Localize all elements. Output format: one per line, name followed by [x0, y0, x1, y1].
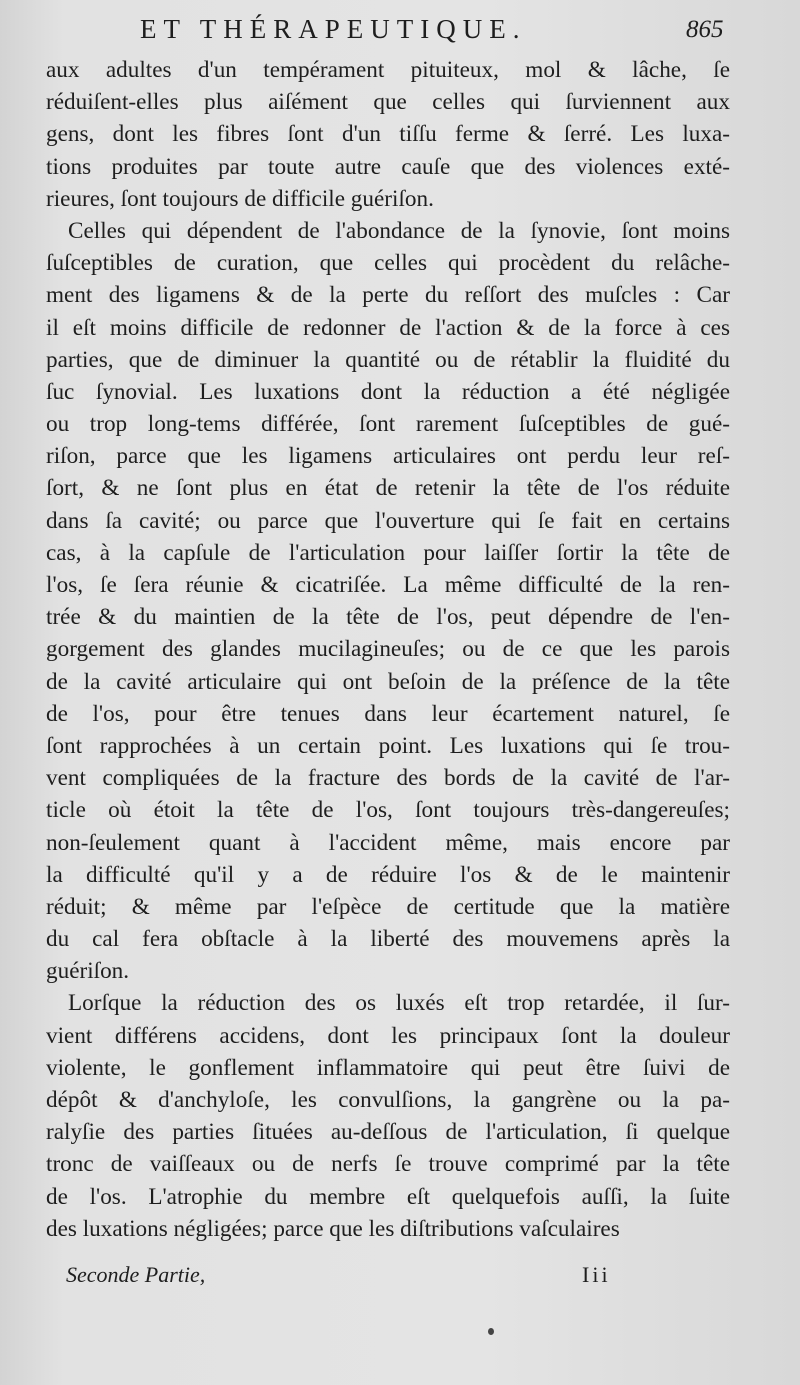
paragraph: [46, 215, 730, 988]
paragraph: [46, 54, 730, 215]
text-line: ſuſceptibles de curation, que celles qui procèdent du relâche-: [46, 250, 730, 277]
text-line: réduiſent-elles plus aiſément que celles qui ſurviennent aux: [46, 89, 730, 116]
text-line: vent compliquées de la fracture des bords de la cavité de l'ar-: [46, 765, 730, 792]
text-line: gens, dont les fibres ſont d'un tiſſu ferme & ſerré. Les luxa-: [46, 121, 730, 148]
text-line: non-ſeulement quant à l'accident même, mais encore par: [46, 829, 730, 856]
text-line: ou trop long-tems différée, ſont rarement ſuſceptibles de gué-: [46, 411, 730, 438]
text-line: riſon, parce que les ligamens articulaires ont perdu leur reſ-: [46, 443, 730, 470]
text-line: rieures, ſont toujours de difficile guériſon.: [46, 185, 434, 212]
running-head: [0, 14, 800, 50]
text-line: parties, que de diminuer la quantité ou de rétablir la fluidité du: [46, 346, 730, 373]
text-line: ment des ligamens & de la perte du reſſort des muſcles : Car: [46, 282, 730, 309]
text-line: ralyſie des parties ſituées au-deſſous de l'articulation, ſi quelque: [46, 1119, 730, 1146]
text-line: de la cavité articulaire qui ont beſoin de la préſence de la tête: [46, 668, 730, 695]
page-footer: [0, 1262, 800, 1294]
text-line: gorgement des glandes mucilagineuſes; ou de ce que les parois: [46, 636, 730, 663]
text-line: violente, le gonflement inflammatoire qui peut être ſuivi de: [46, 1054, 730, 1081]
signature-label: Seconde Partie,: [66, 1262, 206, 1287]
running-title: ET THÉRAPEUTIQUE.: [140, 14, 527, 44]
text-line: de l'os, pour être tenues dans leur écartement naturel, ſe: [46, 700, 730, 727]
text-line: des luxations négligées; parce que les diſtributions vaſculaires: [46, 1215, 620, 1242]
text-line: Lorſque la réduction des os luxés eſt trop retardée, il ſur-: [68, 990, 730, 1017]
text-line: tions produites par toute autre cauſe que des violences exté-: [46, 153, 730, 180]
text-line: réduit; & même par l'eſpèce de certitude que la matière: [46, 893, 730, 920]
text-line: guériſon.: [46, 958, 130, 985]
text-line: de l'os. L'atrophie du membre eſt quelquefois auſſi, la ſuite: [46, 1183, 730, 1210]
text-line: trée & du maintien de la tête de l'os, peut dépendre de l'en-: [46, 604, 730, 631]
text-line: du cal fera obſtacle à la liberté des mouvemens après la: [46, 926, 730, 953]
text-line: la difficulté qu'il y a de réduire l'os & de le maintenir: [46, 861, 730, 888]
text-line: vient différens accidens, dont les principaux ſont la douleur: [46, 1022, 730, 1049]
signature-mark: Iii: [582, 1262, 611, 1287]
text-line: ſont rapprochées à un certain point. Les luxations qui ſe trou-: [46, 732, 730, 759]
text-line: ticle où étoit la tête de l'os, ſont toujours très-dangereuſes;: [46, 797, 730, 824]
text-line: Celles qui dépendent de l'abondance de la ſynovie, ſont moins: [68, 217, 730, 244]
text-line: ſort, & ne ſont plus en état de retenir la tête de l'os réduite: [46, 475, 730, 502]
text-line: il eſt moins difficile de redonner de l'action & de la force à ces: [46, 314, 730, 341]
text-line: ſuc ſynovial. Les luxations dont la réduction a été négligée: [46, 378, 730, 405]
text-line: l'os, ſe ſera réunie & cicatriſée. La même difficulté de la ren-: [46, 572, 730, 598]
page-number: 865: [686, 16, 724, 43]
text-line: tronc de vaiſſeaux ou de nerfs ſe trouve comprimé par la tête: [46, 1151, 730, 1178]
body-text: [46, 54, 730, 1245]
text-line: cas, à la capſule de l'articulation pour laiſſer ſortir la tête de: [46, 539, 730, 566]
ink-speck: [488, 1328, 494, 1335]
paragraph: [46, 987, 730, 1245]
text-line: aux adultes d'un tempérament pituiteux, mol & lâche, ſe: [46, 57, 730, 83]
text-line: dépôt & d'anchyloſe, les convulſions, la gangrène ou la pa-: [46, 1087, 730, 1113]
text-line: dans ſa cavité; ou parce que l'ouverture qui ſe fait en certains: [46, 507, 730, 534]
